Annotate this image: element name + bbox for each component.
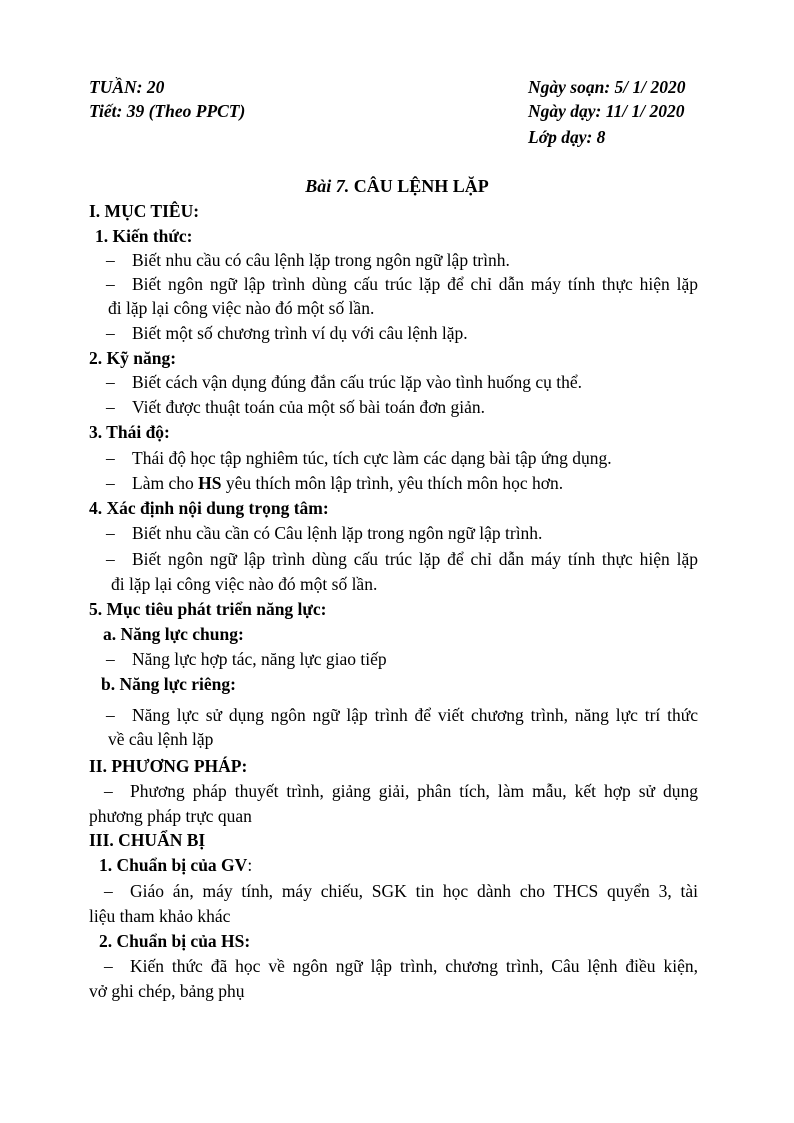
knowledge-item-2-cont: đi lặp lại công việc nào đó một số lần. — [108, 298, 375, 318]
student-prep-item: – Kiến thức đã học về ngôn ngữ lập trình, chương trình, Câu lệnh điều kiện, — [104, 956, 698, 976]
skills-item-1: – Biết cách vận dụng đúng đắn cấu trúc lặp vào tình huống cụ thể. — [106, 372, 583, 392]
knowledge-item-2: – Biết ngôn ngữ lập trình dùng cấu trúc lặp để chỉ dẫn máy tính thực hiện lặp — [106, 274, 698, 294]
section-method-heading: II. PHƯƠNG PHÁP: — [89, 756, 248, 776]
teacher-prep-item: – Giáo án, máy tính, máy chiếu, SGK tin học dành cho THCS quyển 3, tài — [104, 881, 698, 901]
method-item: – Phương pháp thuyết trình, giảng giải, phân tích, làm mẫu, kết hợp sử dụng — [104, 781, 698, 801]
attitude-heading: 3. Thái độ: — [89, 422, 170, 442]
dash-icon: – — [106, 549, 115, 569]
lesson-title-prefix: Bài 7. — [305, 176, 350, 196]
lesson-title-name: CÂU LỆNH LẶP — [349, 176, 489, 196]
specific-competency-item-cont: về câu lệnh lặp — [108, 729, 214, 749]
attitude-item-2: – Làm cho HS yêu thích môn lập trình, yêu thích môn học hơn. — [106, 473, 564, 493]
general-competency-item: – Năng lực hợp tác, năng lực giao tiếp — [106, 649, 387, 669]
dash-icon: – — [106, 250, 115, 270]
dash-icon: – — [106, 274, 115, 294]
skills-item-2: – Viết được thuật toán của một số bài toán đơn giản. — [106, 397, 486, 417]
lesson-title — [0, 176, 794, 197]
focus-item-1: – Biết nhu cầu cần có Câu lệnh lặp trong ngôn ngữ lập trình. — [106, 523, 543, 543]
competency-heading: 5. Mục tiêu phát triển năng lực: — [89, 599, 327, 619]
dash-icon: – — [104, 881, 113, 901]
student-prep-item-cont: vở ghi chép, bảng phụ — [89, 981, 245, 1001]
teacher-prep-item-cont: liệu tham khảo khác — [89, 906, 231, 926]
period-label: Tiết: 39 (Theo PPCT) — [89, 101, 246, 121]
prep-date: Ngày soạn: 5/ 1/ 2020 — [528, 77, 686, 97]
dash-icon: – — [106, 372, 115, 392]
specific-competency-heading: b. Năng lực riêng: — [101, 674, 236, 694]
dash-icon: – — [106, 323, 115, 343]
focus-heading: 4. Xác định nội dung trọng tâm: — [89, 498, 329, 518]
teach-date: Ngày dạy: 11/ 1/ 2020 — [528, 101, 685, 121]
focus-item-2-cont: đi lặp lại công việc nào đó một số lần. — [111, 574, 378, 594]
dash-icon: – — [106, 705, 115, 725]
class-label: Lớp dạy: 8 — [528, 127, 606, 147]
general-competency-heading: a. Năng lực chung: — [103, 624, 244, 644]
specific-competency-item: – Năng lực sử dụng ngôn ngữ lập trình để viết chương trình, năng lực trí thức — [106, 705, 698, 725]
teacher-prep-heading: 1. Chuẩn bị của GV: — [99, 855, 253, 875]
student-prep-heading: 2. Chuẩn bị của HS: — [99, 931, 251, 951]
section-preparation-heading: III. CHUẨN BỊ — [89, 830, 206, 850]
knowledge-item-3: – Biết một số chương trình ví dụ với câu lệnh lặp. — [106, 323, 468, 343]
dash-icon: – — [106, 473, 115, 493]
dash-icon: – — [106, 448, 115, 468]
method-item-cont: phương pháp trực quan — [89, 806, 252, 826]
section-objectives-heading: I. MỤC TIÊU: — [89, 201, 200, 221]
knowledge-item-1: – Biết nhu cầu có câu lệnh lặp trong ngôn ngữ lập trình. — [106, 250, 510, 270]
dash-icon: – — [104, 781, 113, 801]
dash-icon: – — [106, 523, 115, 543]
attitude-item-1: – Thái độ học tập nghiêm túc, tích cực làm các dạng bài tập ứng dụng. — [106, 448, 612, 468]
skills-heading: 2. Kỹ năng: — [89, 348, 177, 368]
dash-icon: – — [106, 397, 115, 417]
knowledge-heading: 1. Kiến thức: — [95, 226, 193, 246]
week-label: TUẦN: 20 — [89, 77, 165, 97]
focus-item-2: – Biết ngôn ngữ lập trình dùng cấu trúc lặp để chỉ dẫn máy tính thực hiện lặp — [106, 549, 698, 569]
dash-icon: – — [106, 649, 115, 669]
dash-icon: – — [104, 956, 113, 976]
